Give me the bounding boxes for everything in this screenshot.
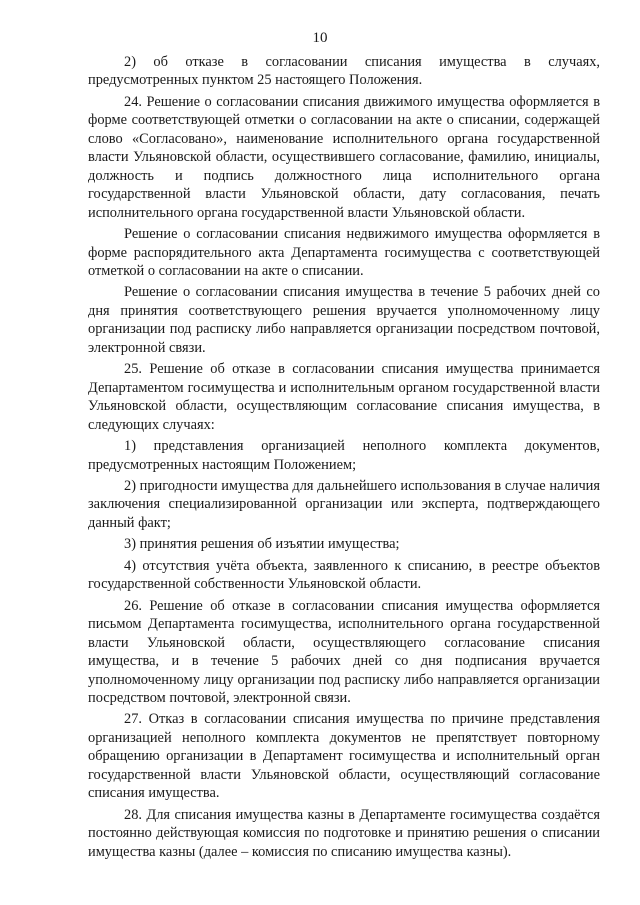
paragraph-26: 26. Решение об отказе в согласовании списания имущества оформляется письмом Департамента госимущества, исполнительного органа государственной власти Ульяновской области, осуществляющего согласование списания имущества, и в течение 5 рабочих дней со дня подписания вручается уполномоченному лицу организации под расписку либо направляется организации посредством почтовой, электронной связи. [88, 597, 600, 706]
list-item-1: 1) представления организацией неполного комплекта документов, предусмотренных настоящим Положением; [88, 438, 600, 473]
paragraph-real-estate-decision: Решение о согласовании списания недвижимого имущества оформляется в форме распорядительного акта Департамента госимущества с соответствующей отметкой о согласовании на акте о списании. [88, 226, 600, 279]
document-body [88, 53, 600, 861]
paragraph-28: 28. Для списания имущества казны в Департаменте госимущества создаётся постоянно действующая комиссия по подготовке и принятию решения о списании имущества казны (далее – комиссия по списанию имущества казны). [88, 806, 600, 860]
list-item-4: 4) отсутствия учёта объекта, заявленного к списанию, в реестре объектов государственной собственности Ульяновской области. [88, 557, 600, 593]
list-item-3: 3) принятия решения об изъятии имущества; [124, 536, 400, 553]
paragraph-27: 27. Отказ в согласовании списания имущества по причине представления организацией неполного комплекта документов не препятствует повторному обращению организации в Департамент госимущества и исполнительный орган государственной власти Ульяновской области, осуществляющий согласование списания имущества. [88, 711, 600, 802]
paragraph-decision-delivery: Решение о согласовании списания имущества в течение 5 рабочих дней со дня принятия соответствующего решения вручается уполномоченному лицу организации под расписку либо направляется организации посредством почтовой, электронной связи. [88, 284, 600, 356]
paragraph-25: 25. Решение об отказе в согласовании списания имущества принимается Департаментом госимущества и исполнительным органом государственной власти Ульяновской области, осуществляющим согласование списания имущества, в следующих случаях: [88, 361, 600, 433]
paragraph-item-2-refusal: 2) об отказе в согласовании списания имущества в случаях, предусмотренных пунктом 25 настоящего Положения. [88, 54, 600, 89]
page-number: 10 [312, 30, 328, 46]
list-item-2: 2) пригодности имущества для дальнейшего использования в случае наличия заключения специализированной организации или эксперта, подтверждающего данный факт; [88, 477, 600, 531]
paragraph-24: 24. Решение о согласовании списания движимого имущества оформляется в форме соответствующей отметки о согласовании на акте о списании, содержащей слово «Согласовано», наименование исполнительного органа государственной власти Ульяновской области, осуществившего согласование, фамилию, инициалы, должность и подпись должностного лица исполнительного органа государственной власти Ульяновской области, дату согласования, печать исполнительного органа государственной власти Ульяновской области. [88, 93, 600, 221]
